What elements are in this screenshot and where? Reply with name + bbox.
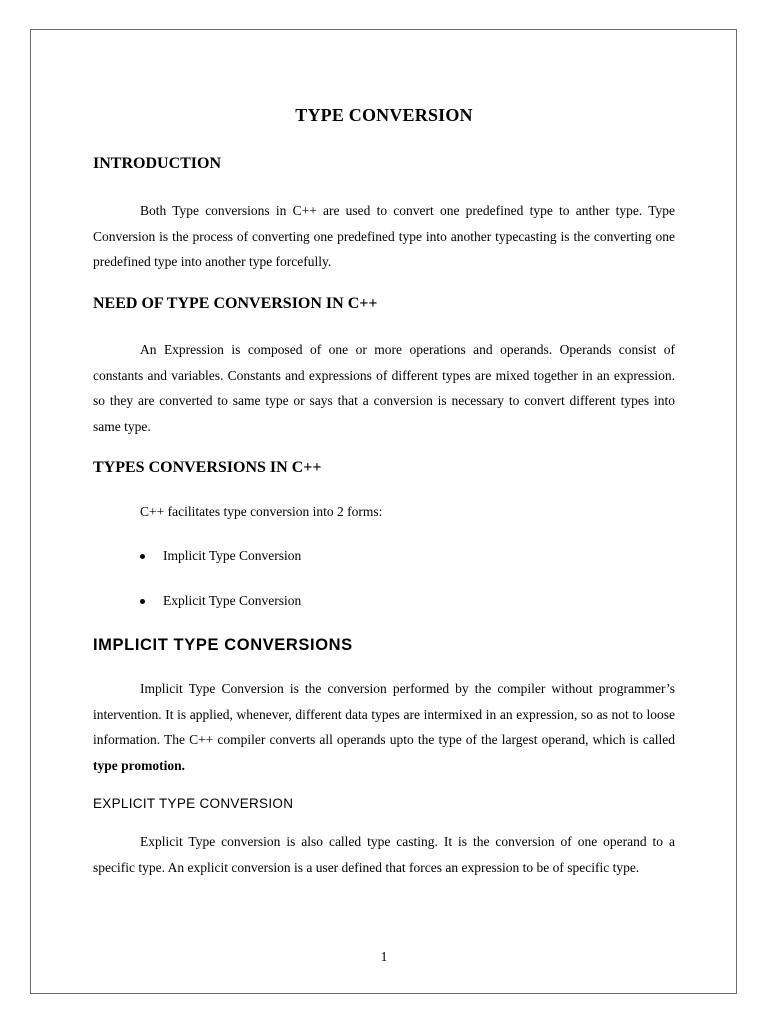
bullet-explicit: Explicit Type Conversion [163,593,302,608]
heading-implicit-type-conversions: IMPLICIT TYPE CONVERSIONS [93,636,353,654]
bullet-icon [140,554,145,559]
bullet-icon [140,599,145,604]
bullet-implicit: Implicit Type Conversion [163,548,302,563]
need-paragraph: An Expression is composed of one or more operations and operands. Operands consist of constants and variables. Constants and expressions of different types are mixed together in an expression. so they are converted to same type or says that a conversion is necessary to convert different types into same type. [93,342,675,434]
type-promotion-term: type promotion. [93,757,186,773]
implicit-paragraph-text: Implicit Type Conversion is the conversion performed by the compiler without programmer’s intervention. It is applied, whenever, different data types are intermixed in an expression, so as not to loose information. The C++ compiler converts all operands upto the type of the largest operand, which is called [93,681,675,747]
types-intro-text: C++ facilitates type conversion into 2 forms: [140,504,383,519]
explicit-paragraph: Explicit Type conversion is also called type casting. It is the conversion of one operand to a specific type. An explicit conversion is a user defined that forces an expression to be of specific type. [93,834,675,875]
implicit-paragraph [93,676,675,778]
introduction-paragraph: Both Type conversions in C++ are used to convert one predefined type to anther type. Type Conversion is the process of converting one predefined type into another typecasting is the converting one predefined type into another type forcefully. [93,203,675,269]
page-number: 1 [380,949,388,964]
heading-types-conversions: TYPES CONVERSIONS IN C++ [93,459,322,476]
heading-need-of-type-conversion: NEED OF TYPE CONVERSION IN C++ [93,295,378,312]
document-title: TYPE CONVERSION [295,105,473,125]
heading-explicit-type-conversion: EXPLICIT TYPE CONVERSION [93,796,294,811]
heading-introduction: INTRODUCTION [93,155,222,172]
